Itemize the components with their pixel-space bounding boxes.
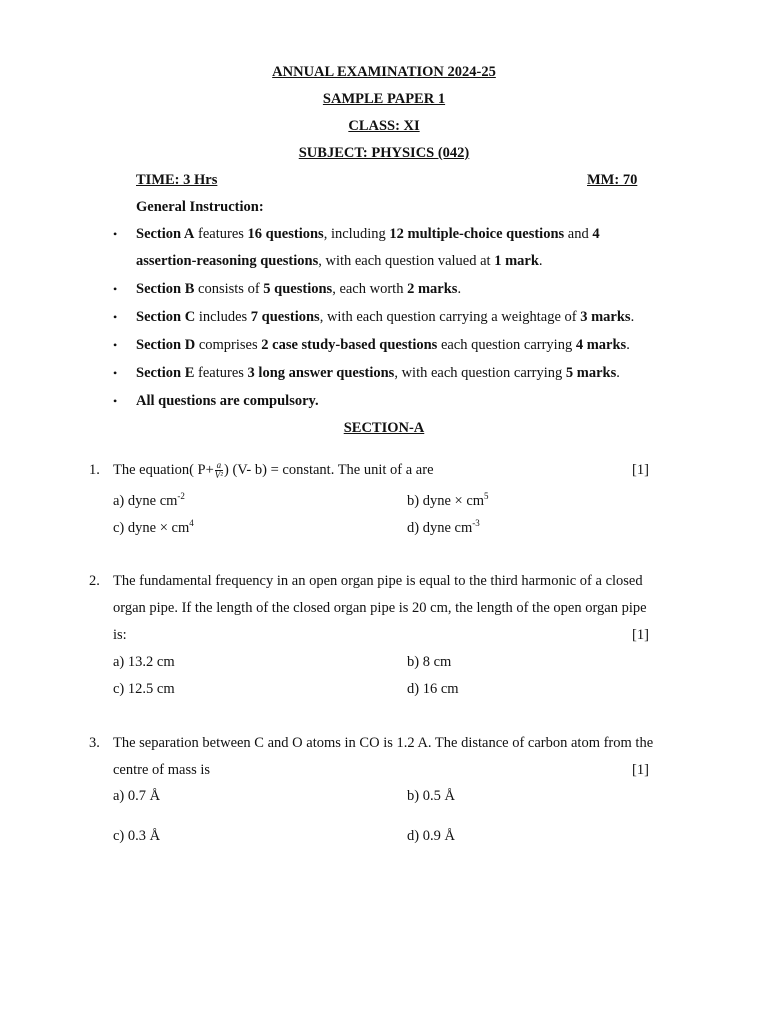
bullet-icon: • xyxy=(113,338,118,352)
bullet-icon: • xyxy=(113,227,118,241)
option-a: a) 13.2 cm xyxy=(113,654,175,670)
option-d: d) dyne $cm^{-3}$ xyxy=(407,518,480,536)
bullet-icon: • xyxy=(113,310,118,324)
question-marks: [1] xyxy=(632,762,649,778)
option-d: d) 16 cm xyxy=(407,681,459,697)
question-number: 2. xyxy=(89,573,100,589)
class-title: CLASS: XI xyxy=(348,118,420,134)
option-b: b) 0.5 Å xyxy=(407,788,455,804)
question-1-text: The equation( P+ $\frac{a}{\text{V²}}$ ) (V- b) = constant. The unit of a are xyxy=(113,460,434,481)
instruction-section-c: Section C includes 7 questions, with each question carrying a weightage of 3 marks. xyxy=(136,309,635,325)
subject-title: SUBJECT: PHYSICS (042) xyxy=(298,145,470,161)
section-title: SECTION-A xyxy=(343,420,425,436)
question-marks: [1] xyxy=(632,462,649,478)
paper-title: SAMPLE PAPER 1 xyxy=(322,91,446,107)
instruction-all-compulsory: All questions are compulsory. xyxy=(136,393,319,409)
bullet-icon: • xyxy=(113,366,118,380)
option-b: b) dyne × $cm^5$ xyxy=(407,491,489,509)
bullet-icon: • xyxy=(113,282,118,296)
option-b: b) 8 cm xyxy=(407,654,452,670)
question-2-line2: organ pipe. If the length of the closed organ pipe is 20 cm, the length of the open organ pipe xyxy=(113,600,647,616)
instructions-heading: General Instruction: xyxy=(136,199,264,215)
max-marks-label: MM: 70 xyxy=(587,172,638,188)
question-number: 3. xyxy=(89,735,100,751)
time-label: TIME: 3 Hrs xyxy=(136,172,218,188)
option-c: c) 12.5 cm xyxy=(113,681,175,697)
option-d: d) 0.9 Å xyxy=(407,828,455,844)
question-2-line3: is: xyxy=(113,627,127,643)
question-2-line1: The fundamental frequency in an open organ pipe is equal to the third harmonic of a closed xyxy=(113,573,643,589)
fraction: $\frac{a}{\text{V²}}$ xyxy=(214,460,223,481)
exam-title: ANNUAL EXAMINATION 2024-25 xyxy=(272,64,496,80)
instruction-section-d: Section D comprises 2 case study-based questions each question carrying 4 marks. xyxy=(136,337,630,353)
question-3-line2: centre of mass is xyxy=(113,762,211,778)
option-a: a) 0.7 Å xyxy=(113,788,161,804)
option-c: c) 0.3 Å xyxy=(113,828,161,844)
question-3-line1: The separation between C and O atoms in CO is 1.2 A. The distance of carbon atom from the xyxy=(113,735,654,751)
instruction-section-a-line2: assertion-reasoning questions, with each question valued at 1 mark. xyxy=(136,253,543,269)
instruction-section-e: Section E features 3 long answer questions, with each question carrying 5 marks. xyxy=(136,365,620,381)
question-marks: [1] xyxy=(632,627,649,643)
instruction-section-b: Section B consists of 5 questions, each worth 2 marks. xyxy=(136,281,462,297)
question-number: 1. xyxy=(89,462,100,478)
instruction-section-a: Section A features 16 questions, including 12 multiple-choice questions and 4 xyxy=(136,226,600,242)
bullet-icon: • xyxy=(113,394,118,408)
option-a: a) dyne $cm^{-2}$ xyxy=(113,491,185,509)
option-c: c) dyne × $cm^4$ xyxy=(113,518,194,536)
